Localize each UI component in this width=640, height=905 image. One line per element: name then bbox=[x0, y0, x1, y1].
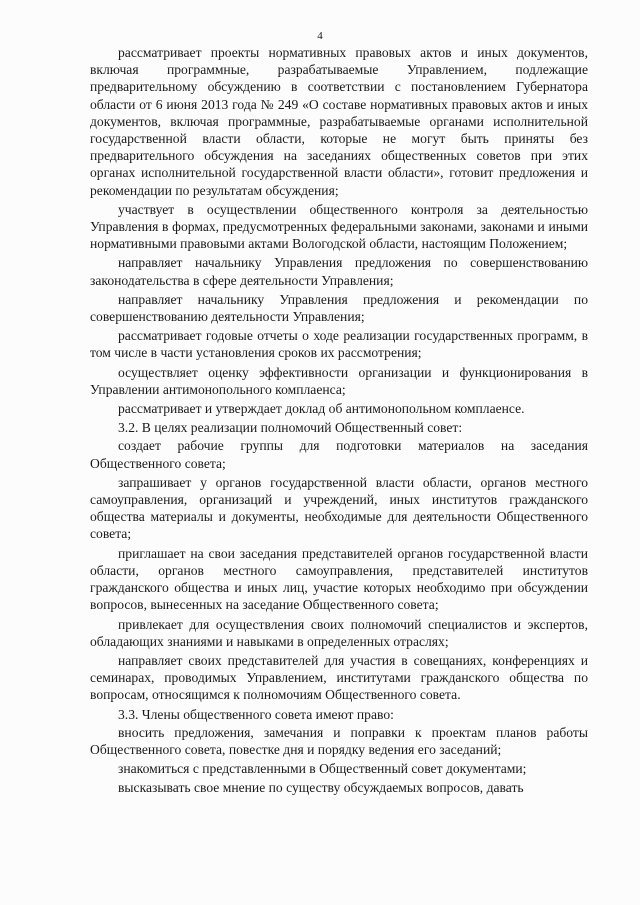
paragraph-request-materials: запрашивает у органов государственной власти области, органов местного самоуправления, организаций и учреждений, иных институтов гражданского общества материалы и документы, необходимые для деятельности Общественного совета; bbox=[90, 474, 588, 542]
paragraph-annual-reports: рассматривает годовые отчеты о ходе реализации государственных программ, в том числе в части установления сроков их рассмотрения; bbox=[90, 328, 588, 361]
page-number: 4 bbox=[317, 30, 323, 42]
paragraph-working-groups: создает рабочие группы для подготовки материалов на заседания Общественного совета; bbox=[90, 438, 588, 471]
section-heading-3-2: 3.2. В целях реализации полномочий Общественный совет: bbox=[118, 420, 463, 436]
paragraph-make-proposals: вносить предложения, замечания и поправки к проектам планов работы Общественного совета, повестке дня и порядку ведения его заседаний; bbox=[90, 724, 588, 757]
paragraph-invite-representatives: приглашает на свои заседания представителей органов государственной власти области, органов местного самоуправления, представителей институтов гражданского общества и иных лиц, участие которых необходимо при обсуждении вопросов, вынесенных на заседание Общественного совета; bbox=[90, 545, 588, 613]
paragraph-attract-experts: привлекает для осуществления своих полномочий специалистов и экспертов, обладающих знаниями и навыками в определенных отраслях; bbox=[90, 616, 588, 649]
paragraph-legislation-proposals: направляет начальнику Управления предложения по совершенствованию законодательства в сфере деятельности Управления; bbox=[90, 255, 588, 288]
paragraph-express-opinion: высказывать свое мнение по существу обсуждаемых вопросов, давать bbox=[118, 780, 524, 796]
document-body bbox=[90, 44, 588, 799]
section-heading-3-3: 3.3. Члены общественного совета имеют право: bbox=[118, 706, 394, 722]
paragraph-compliance-report: рассматривает и утверждает доклад об антимонопольном комплаенсе. bbox=[118, 401, 525, 417]
paragraph-send-representatives: направляет своих представителей для участия в совещаниях, конференциях и семинарах, проводимых Управлением, институтами гражданского общества по вопросам, относящимся к полномочиям Общественного совета. bbox=[90, 652, 588, 703]
paragraph-public-control: участвует в осуществлении общественного контроля за деятельностью Управления в формах, предусмотренных федеральными законами, законами и иными нормативными правовыми актами Вологодской области, настоящим Положением; bbox=[90, 201, 588, 252]
paragraph-activity-proposals: направляет начальнику Управления предложения и рекомендации по совершенствованию деятельности Управления; bbox=[90, 291, 588, 325]
paragraph-compliance-evaluation: осуществляет оценку эффективности организации и функционирования в Управлении антимонопольного комплаенса; bbox=[90, 364, 588, 397]
paragraph-review-documents: знакомиться с представленными в Общественный совет документами; bbox=[118, 761, 527, 777]
paragraph-review-projects: рассматривает проекты нормативных правовых актов и иных документов, включая программные, разрабатываемые Управлением, подлежащие предварительному обсуждению в соответствии с постановлением Губернатора области от 6 июня 2013 года № 249 «О составе нормативных правовых актов и иных документов, включая программные, разрабатываемые органами исполнительной государственной власти области, которые не могут быть приняты без предварительного обсуждения на заседаниях общественных советов при этих органах исполнительной государственной власти области», готовит предложения и рекомендации по результатам обсуждения; bbox=[90, 45, 588, 198]
